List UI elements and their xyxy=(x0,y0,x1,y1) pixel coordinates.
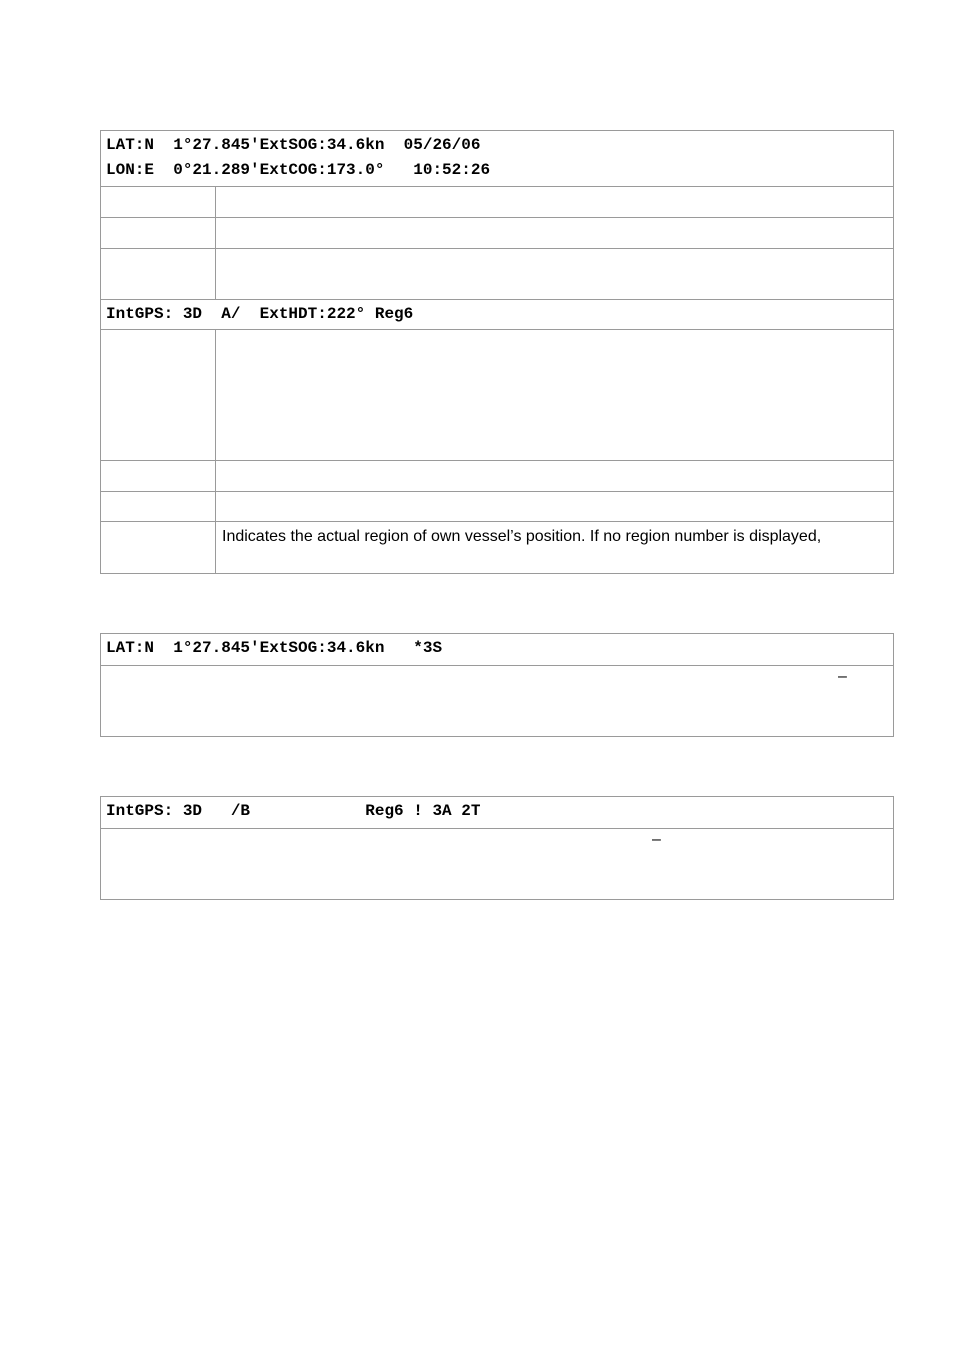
example-body-row xyxy=(101,665,893,736)
table-row xyxy=(101,329,893,460)
position-header-row xyxy=(101,131,893,186)
gps-status-row xyxy=(101,299,893,329)
gps-status-line: IntGPS: 3D A/ ExtHDT:222° Reg6 xyxy=(106,305,414,323)
lon-cog-time-line: LON:E 0°21.289'ExtCOG:173.0° 10:52:26 xyxy=(106,161,491,179)
gps-alarm-indicator-line: IntGPS: 3D /B Reg6 ! 3A 2T xyxy=(106,802,481,820)
table-row xyxy=(101,217,893,248)
table-row xyxy=(101,186,893,217)
table-row xyxy=(101,491,893,521)
pointer-mark: – xyxy=(838,668,847,685)
gps-status-example-table xyxy=(100,796,894,900)
example-header-row xyxy=(101,797,893,828)
region-row xyxy=(101,521,893,573)
example-body-row xyxy=(101,828,893,899)
table-row xyxy=(101,248,893,299)
table-row xyxy=(101,460,893,491)
lat-sog-example-table xyxy=(100,633,894,737)
lat-sog-date-line: LAT:N 1°27.845'ExtSOG:34.6kn 05/26/06 xyxy=(106,136,481,154)
region-description: Indicates the actual region of own vessel’s position. If no region number is displayed, xyxy=(222,528,822,545)
example-header-row xyxy=(101,634,893,665)
status-display-table xyxy=(100,130,894,574)
lat-sog-indicator-line: LAT:N 1°27.845'ExtSOG:34.6kn *3S xyxy=(106,639,443,657)
pointer-mark: – xyxy=(652,831,661,848)
